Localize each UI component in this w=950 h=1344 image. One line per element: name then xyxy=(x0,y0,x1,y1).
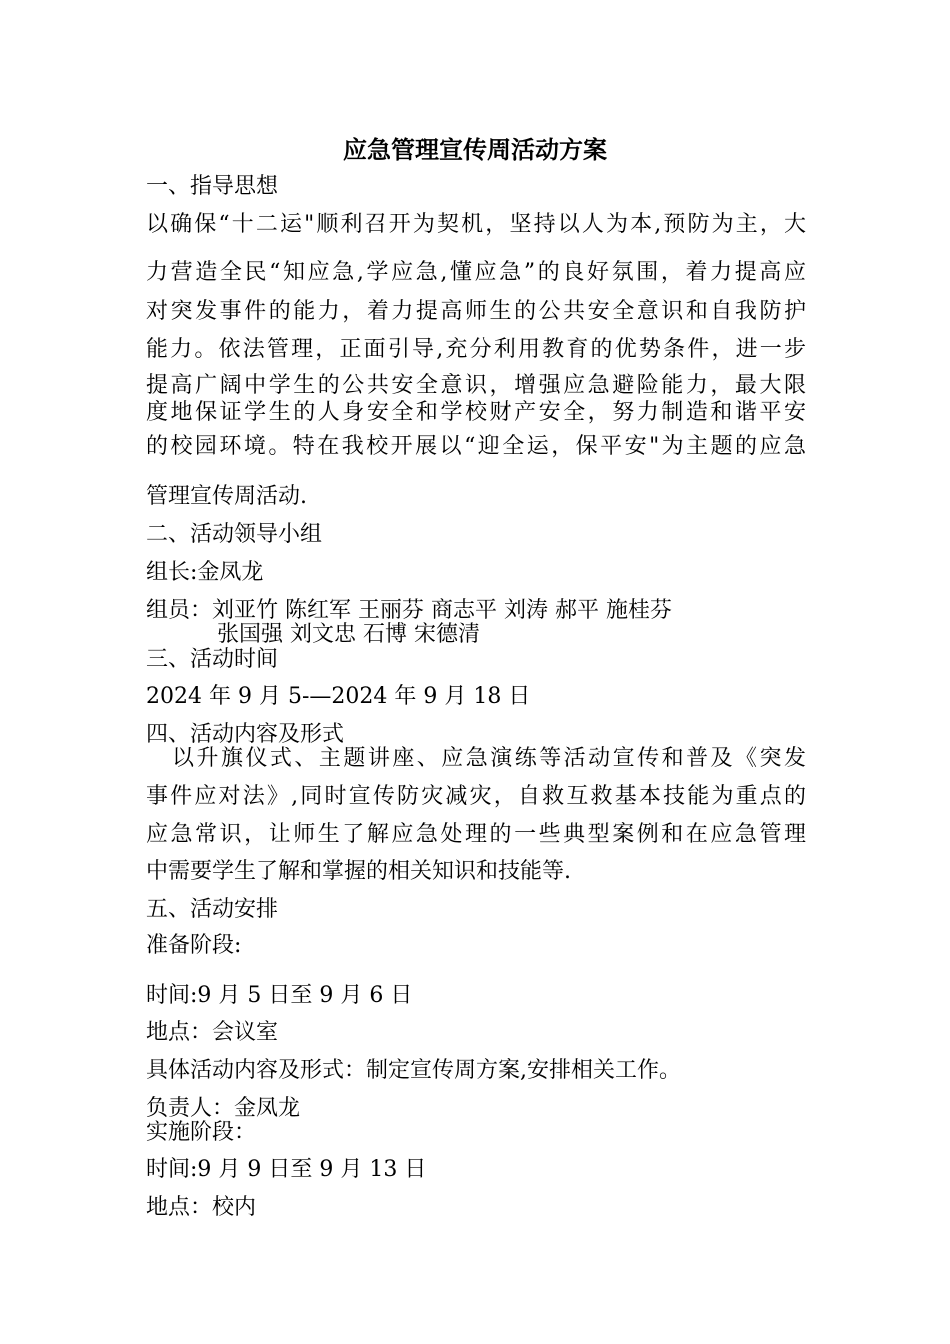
section-heading-activity-time: 三、活动时间 xyxy=(146,647,279,672)
paragraph-line: 应急常识，让师生了解应急处理的一些典型案例和在应急管理 xyxy=(146,822,806,847)
phase-heading-implementation: 实施阶段： xyxy=(146,1120,257,1145)
paragraph-line: 中需要学生了解和掌握的相关知识和技能等. xyxy=(146,859,571,884)
group-leader: 组长:金凤龙 xyxy=(146,560,264,585)
paragraph-line: 以确保“十二运"顺利召开为契机，坚持以人为本,预防为主，大 xyxy=(146,212,806,237)
group-members-line-2: 张国强 刘文忠 石博 宋德清 xyxy=(217,622,480,647)
paragraph-line: 事件应对法》,同时宣传防灾减灾，自救互救基本技能为重点的 xyxy=(146,784,806,809)
paragraph-line: 提高广阔中学生的公共安全意识，增强应急避险能力，最大限 xyxy=(146,373,806,398)
activity-time: 2024 年 9 月 5-—2024 年 9 月 18 日 xyxy=(146,684,531,709)
group-members-line-1: 组员：刘亚竹 陈红军 王丽芬 商志平 刘涛 郝平 施桂芬 xyxy=(146,598,672,623)
section-heading-leadership-group: 二、活动领导小组 xyxy=(146,522,323,547)
phase-heading-preparation: 准备阶段: xyxy=(146,933,242,958)
paragraph-line: 的校园环境。特在我校开展以“迎全运，保平安"为主题的应急 xyxy=(146,434,806,459)
preparation-content: 具体活动内容及形式：制定宣传周方案,安排相关工作。 xyxy=(146,1058,681,1083)
paragraph-line: 管理宣传周活动. xyxy=(146,484,307,509)
preparation-owner: 负责人：金凤龙 xyxy=(146,1096,301,1121)
paragraph-line: 力营造全民“知应急,学应急,懂应急”的良好氛围，着力提高应 xyxy=(146,260,806,285)
implementation-time: 时间:9 月 9 日至 9 月 13 日 xyxy=(146,1157,427,1182)
preparation-time: 时间:9 月 5 日至 9 月 6 日 xyxy=(146,983,413,1008)
section-heading-content-form: 四、活动内容及形式 xyxy=(146,722,345,747)
preparation-place: 地点：会议室 xyxy=(146,1020,279,1045)
section-heading-guiding-ideology: 一、指导思想 xyxy=(146,174,279,199)
paragraph-line: 对突发事件的能力，着力提高师生的公共安全意识和自我防护 xyxy=(146,299,806,324)
document-title: 应急管理宣传周活动方案 xyxy=(343,135,607,164)
section-heading-arrangement: 五、活动安排 xyxy=(146,897,279,922)
paragraph-line: 能力。依法管理，正面引导,充分利用教育的优势条件，进一步 xyxy=(146,337,806,362)
implementation-place: 地点：校内 xyxy=(146,1195,257,1220)
paragraph-line: 度地保证学生的人身安全和学校财产安全，努力制造和谐平安 xyxy=(146,400,806,425)
paragraph-line: 以升旗仪式、主题讲座、应急演练等活动宣传和普及《突发 xyxy=(172,746,806,771)
